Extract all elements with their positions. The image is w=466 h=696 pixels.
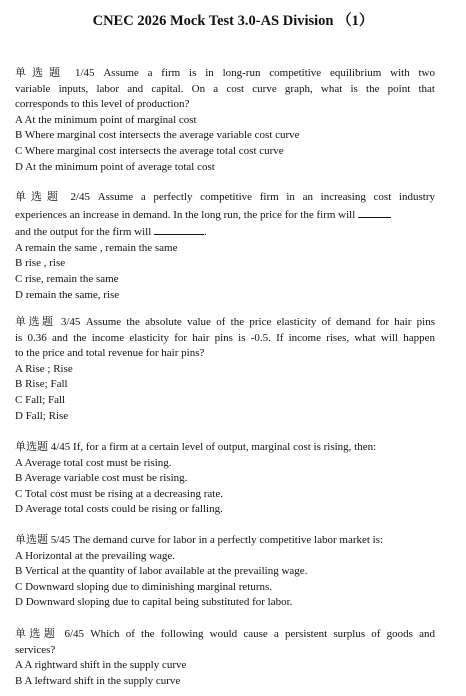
answer-option-d[interactable]: D remain the same, rise bbox=[15, 288, 120, 301]
question-text-line: 单选题 1/45 Assume a firm is in long-run competitive equilibrium with two bbox=[15, 67, 435, 79]
question-2 bbox=[15, 190, 435, 303]
answer-option-c[interactable]: C rise, remain the same bbox=[15, 272, 119, 285]
question-text-line: variable inputs, labor and capital. On a cost curve graph, what is the point that bbox=[15, 82, 435, 95]
answer-option-d[interactable]: D Downward sloping due to capital being substituted for labor. bbox=[15, 596, 293, 609]
question-1 bbox=[15, 66, 435, 175]
answer-option-b[interactable]: B Average variable cost must be rising. bbox=[15, 472, 188, 485]
question-3 bbox=[15, 315, 435, 424]
answer-option-b[interactable]: B Vertical at the quantity of labor available at the prevailing wage. bbox=[15, 565, 308, 578]
question-text-line: is 0.36 and the income elasticity for hair pins is -0.5. If income rises, what will happen bbox=[15, 331, 435, 344]
question-text-fragment: experiences an increase in demand. In the long run, the price for the firm will bbox=[15, 208, 356, 221]
question-text-line bbox=[15, 206, 435, 224]
answer-option-d[interactable]: D Fall; Rise bbox=[15, 409, 69, 422]
question-text-line: 单选题 3/45 Assume the absolute value of the price elasticity of demand for hair pins bbox=[15, 316, 435, 328]
answer-option-b[interactable]: B rise , rise bbox=[15, 257, 66, 270]
answer-option-b[interactable]: B Where marginal cost intersects the average variable cost curve bbox=[15, 129, 300, 142]
answer-blank bbox=[358, 206, 391, 218]
page-title: CNEC 2026 Mock Test 3.0-AS Division （1） bbox=[92, 13, 374, 29]
answer-option-c[interactable]: C Total cost must be rising at a decreasing rate. bbox=[15, 487, 223, 500]
answer-option-a[interactable]: A Average total cost must be rising. bbox=[15, 456, 172, 469]
answer-blank bbox=[154, 223, 204, 235]
answer-option-a[interactable]: A A rightward shift in the supply curve bbox=[15, 659, 187, 672]
question-text-line: to the price and total revenue for hair pins? bbox=[15, 347, 205, 360]
answer-option-a[interactable]: A At the minimum point of marginal cost bbox=[15, 113, 197, 126]
question-text-fragment: and the output for the firm will bbox=[15, 226, 152, 239]
question-5 bbox=[15, 533, 435, 611]
question-text-line: services? bbox=[15, 643, 56, 656]
answer-option-a[interactable]: A Rise ; Rise bbox=[15, 362, 73, 375]
answer-option-b[interactable]: B Rise; Fall bbox=[15, 378, 68, 391]
question-text-line: 单选题 6/45 Which of the following would cause a persistent surplus of goods and bbox=[15, 628, 435, 640]
question-text-line: 单选题 2/45 Assume a perfectly competitive firm in an increasing cost industry bbox=[15, 191, 435, 203]
answer-option-c[interactable]: C Fall; Fall bbox=[15, 393, 66, 406]
question-text-line: 单选题 5/45 The demand curve for labor in a perfectly competitive labor market is: bbox=[15, 534, 384, 546]
answer-option-a[interactable]: A Horizontal at the prevailing wage. bbox=[15, 549, 176, 562]
question-6 bbox=[15, 627, 435, 689]
answer-option-d[interactable]: D At the minimum point of average total cost bbox=[15, 160, 215, 173]
question-text-line: 单选题 4/45 If, for a firm at a certain level of output, marginal cost is rising, then: bbox=[15, 441, 377, 453]
answer-option-c[interactable]: C Where marginal cost intersects the average total cost curve bbox=[15, 144, 284, 157]
question-text-line: and the output for the firm will . bbox=[15, 223, 435, 241]
answer-option-b[interactable]: B A leftward shift in the supply curve bbox=[15, 674, 181, 687]
answer-option-a[interactable]: A remain the same , remain the same bbox=[15, 241, 178, 254]
question-4 bbox=[15, 440, 435, 518]
question-text-line: corresponds to this level of production? bbox=[15, 98, 190, 111]
answer-option-c[interactable]: C Downward sloping due to diminishing marginal returns. bbox=[15, 580, 273, 593]
answer-option-d[interactable]: D Average total costs could be rising or falling. bbox=[15, 503, 223, 516]
